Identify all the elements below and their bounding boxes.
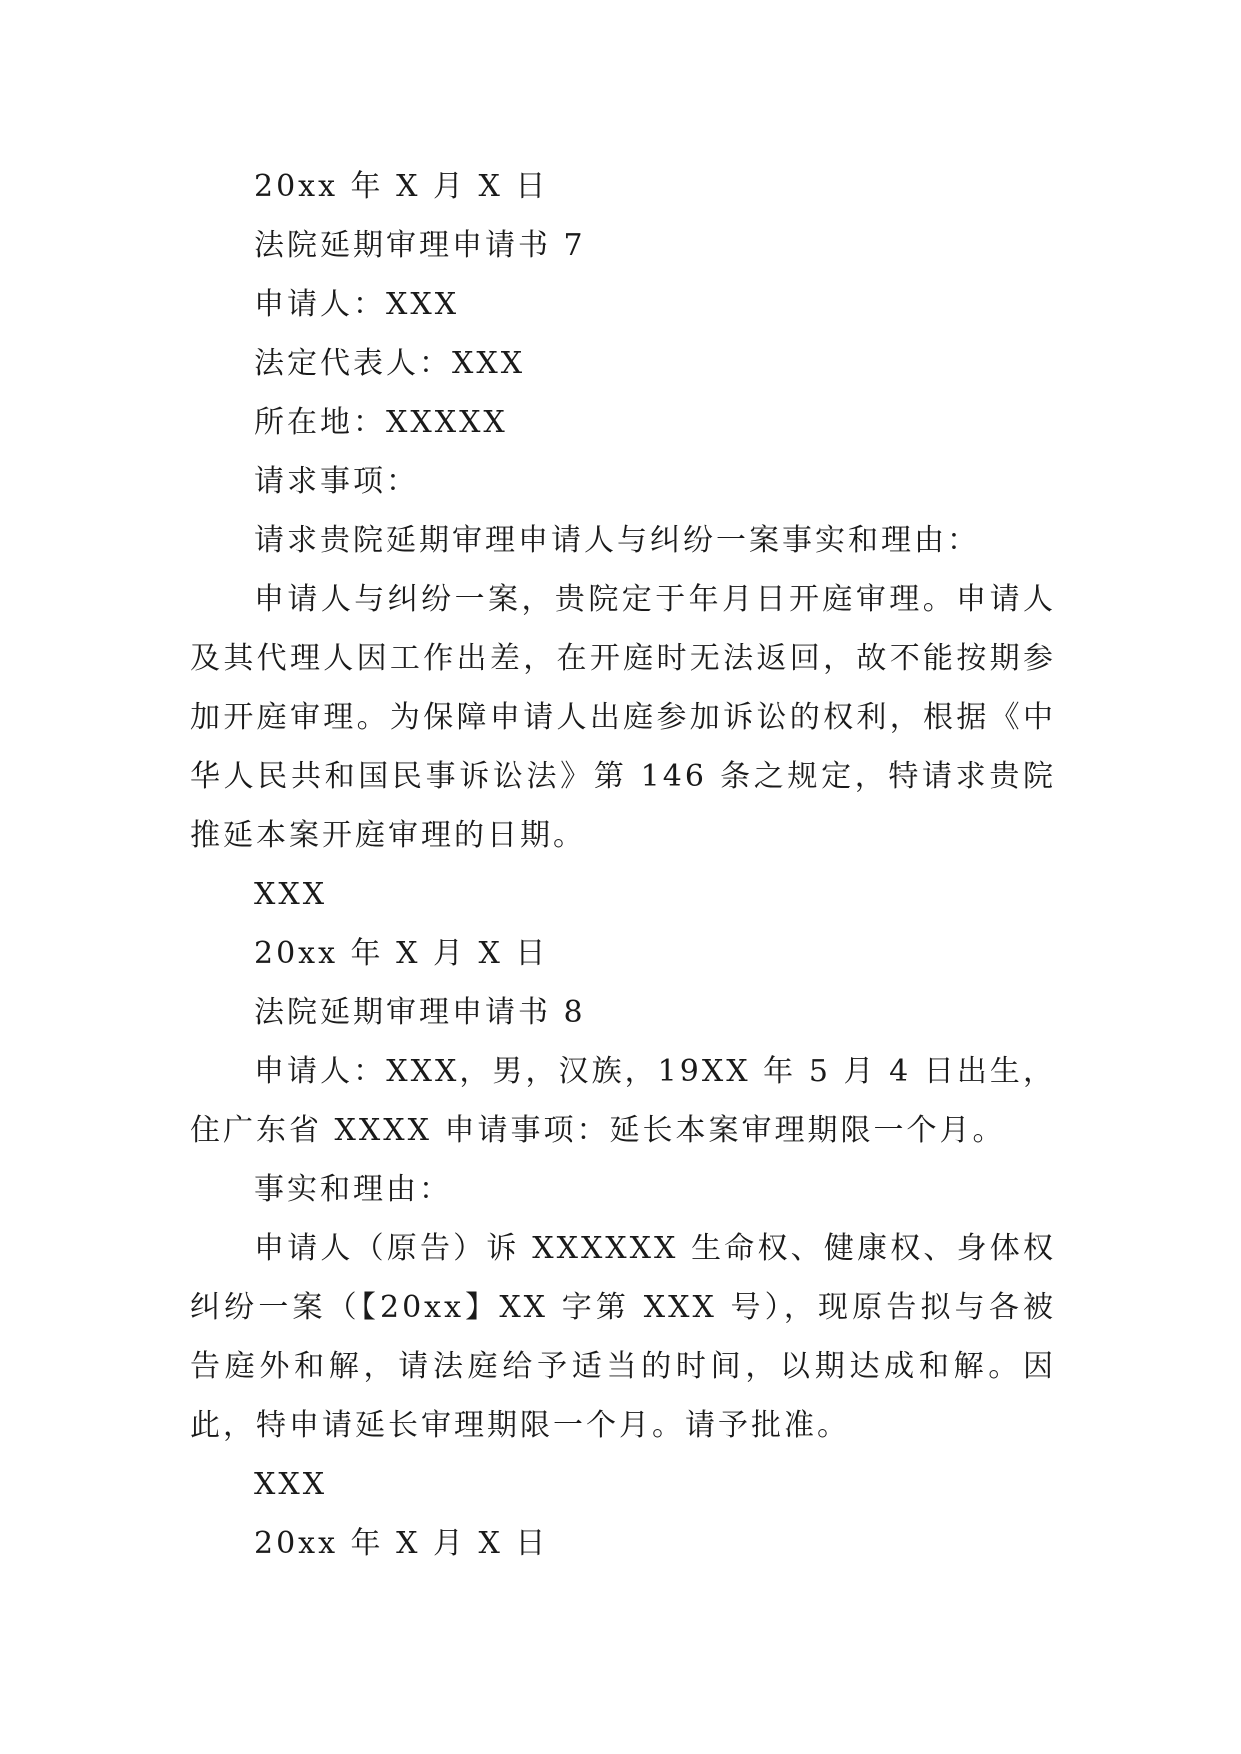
applicant-line-1: 申请人：XXX	[254, 287, 460, 322]
heading-application-8: 法院延期审理申请书 8	[254, 995, 586, 1030]
applicant-paragraph-2: 申请人：XXX，男，汉族，19XX 年 5 月 4 日出生，住广东省 XXXX 申请事项：延长本案审理期限一个月。	[190, 1054, 1056, 1148]
date-line-2: 20xx 年 X 月 X 日	[254, 936, 549, 971]
legal-representative-line: 法定代表人：XXX	[254, 346, 526, 381]
date-line-1: 20xx 年 X 月 X 日	[254, 169, 549, 204]
heading-application-7: 法院延期审理申请书 7	[254, 228, 586, 263]
reason-paragraph-1: 申请人与纠纷一案，贵院定于年月日开庭审理。申请人及其代理人因工作出差，在开庭时无法返回，故不能按期参加开庭审理。为保障申请人出庭参加诉讼的权利，根据《中华人民共和国民事诉讼法》第 146 条之规定，特请求贵院推延本案开庭审理的日期。	[190, 582, 1056, 853]
location-line: 所在地：XXXXX	[254, 405, 508, 440]
signature-line-2: XXX	[254, 1467, 328, 1502]
signature-line-1: XXX	[254, 877, 328, 912]
request-items-label: 请求事项：	[254, 464, 419, 499]
document-body	[190, 157, 1056, 1573]
request-items-line: 请求贵院延期审理申请人与纠纷一案事实和理由：	[254, 523, 980, 558]
reason-paragraph-2: 申请人（原告）诉 XXXXXX 生命权、健康权、身体权纠纷一案（【20xx】XX 字第 XXX 号），现原告拟与各被告庭外和解，请法庭给予适当的时间，以期达成和解。因此，特申请延长审理期限一个月。请予批准。	[190, 1231, 1056, 1443]
date-line-3: 20xx 年 X 月 X 日	[254, 1526, 549, 1561]
facts-reasons-label: 事实和理由：	[254, 1172, 452, 1207]
